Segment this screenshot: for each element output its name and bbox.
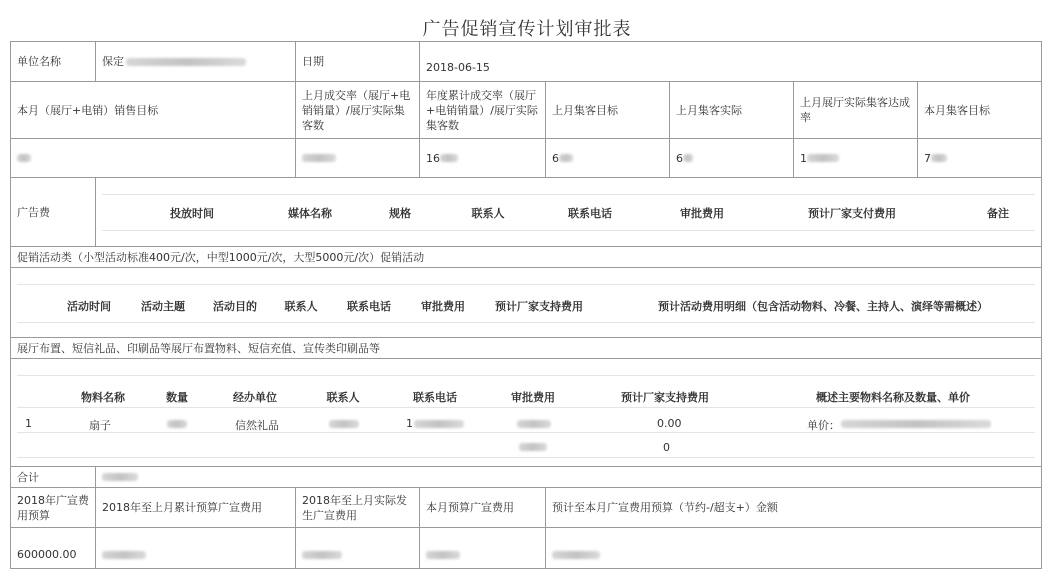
- unit-value-prefix: 保定: [102, 55, 124, 68]
- metric-label-annual-conversion: 年度累计成交率（展厅+电销销量）/展厅实际集客数: [419, 82, 545, 138]
- budget-label-cumulative-actual: 2018年至上月实际发生广宣费用: [295, 488, 419, 527]
- promo-col-approved: 审批费用: [421, 300, 465, 313]
- materials-col-handling-unit: 经办单位: [233, 391, 277, 404]
- ad-fee-col-contact: 联系人: [471, 207, 505, 220]
- header-row: [11, 42, 1041, 82]
- promo-col-phone: 联系电话: [347, 300, 391, 313]
- ad-fee-col-spec: 规格: [389, 207, 411, 220]
- metric-label-monthly-traffic-target: 本月集客目标: [917, 82, 1041, 138]
- promo-subtable: [11, 268, 1041, 338]
- redacted-contact: [329, 420, 359, 428]
- budget-value-projected-variance: [545, 528, 1041, 568]
- materials-row-index: 1: [25, 417, 32, 430]
- metric-value-last-month-traffic-actual: 6: [669, 139, 793, 177]
- promo-col-theme: 活动主题: [141, 300, 185, 313]
- materials-row-phone-prefix: 1: [406, 417, 413, 430]
- ad-fee-col-time: 投放时间: [170, 207, 214, 220]
- materials-row-price-prefix: 单价：: [807, 419, 840, 432]
- redacted-value: [807, 154, 839, 162]
- ad-fee-col-factory-payment: 预计厂家支付费用: [808, 207, 896, 220]
- metric-label-monthly-sales-target: 本月（展厅+电销）销售目标: [17, 103, 159, 117]
- metric-value-annual-conversion: 16: [419, 139, 545, 177]
- budget-value-row: [11, 528, 1041, 568]
- promo-label-row: [11, 247, 1041, 268]
- redacted-value: [302, 551, 342, 559]
- redacted-unit-name: [126, 58, 246, 66]
- metric-value-last-month-conversion: [295, 139, 419, 177]
- metric-label-last-month-traffic-actual: 上月集客实际: [669, 82, 793, 138]
- date-value: 2018-06-15: [419, 42, 1041, 81]
- metric-value-monthly-traffic-target: 7: [917, 139, 1041, 177]
- redacted-total: [102, 473, 138, 481]
- metric-value-monthly-sales-target: [11, 139, 295, 177]
- redacted-value: [552, 551, 600, 559]
- materials-col-approved: 审批费用: [511, 391, 555, 404]
- unit-value: [95, 42, 295, 81]
- metric-value-traffic-achievement-rate: 1: [793, 139, 917, 177]
- redacted-approved-fee-2: [519, 443, 547, 451]
- budget-label-monthly-budget: 本月预算广宣费用: [419, 488, 545, 527]
- metric-label-traffic-achievement-rate: 上月展厅实际集客达成率: [793, 82, 917, 138]
- metric-value-last-month-traffic-target: 6: [545, 139, 669, 177]
- ad-fee-subtable: [95, 178, 1041, 246]
- promo-col-contact: 联系人: [284, 300, 318, 313]
- metric-label-last-month-conversion: 上月成交率（展厅+电销销量）/展厅实际集客数: [295, 82, 419, 138]
- ad-fee-col-remark: 备注: [987, 207, 1009, 220]
- total-value: [95, 467, 1041, 487]
- materials-row-unit: 信然礼品: [235, 419, 279, 432]
- budget-label-cumulative-budget: 2018年至上月累计预算广宣费用: [95, 488, 295, 527]
- redacted-value: [559, 154, 573, 162]
- redacted-approved-fee: [517, 420, 551, 428]
- promo-col-time: 活动时间: [67, 300, 111, 313]
- promo-col-purpose: 活动目的: [213, 300, 257, 313]
- budget-value-cumulative-budget: [95, 528, 295, 568]
- ad-fee-section: [11, 178, 1041, 247]
- ad-fee-col-phone: 联系电话: [568, 207, 612, 220]
- ad-fee-label: 广告费: [17, 205, 50, 219]
- budget-value-cumulative-actual: [295, 528, 419, 568]
- unit-label: 单位名称: [17, 55, 61, 68]
- redacted-value: [440, 154, 458, 162]
- promo-label: 促销活动类（小型活动标准400元/次，中型1000元/次，大型5000元/次）促销活动: [17, 250, 425, 264]
- materials-col-contact: 联系人: [326, 391, 360, 404]
- promo-col-cost-details: 预计活动费用明细（包含活动物料、冷餐、主持人、演绎等需概述）: [658, 300, 988, 313]
- materials-col-name: 物料名称: [81, 391, 125, 404]
- ad-fee-col-media: 媒体名称: [288, 207, 332, 220]
- metrics-value-row: [11, 139, 1041, 178]
- materials-label: 展厅布置、短信礼品、印刷品等展厅布置物料、短信充值、宣传类印刷品等: [17, 341, 380, 355]
- metrics-label-row: [11, 82, 1041, 139]
- redacted-value: [17, 154, 31, 162]
- budget-label-projected-variance: 预计至本月广宣费用预算（节约-/超支+）金额: [545, 488, 1041, 527]
- redacted-value: [426, 551, 460, 559]
- materials-col-phone: 联系电话: [413, 391, 457, 404]
- budget-label-row: [11, 488, 1041, 528]
- promo-col-factory-support: 预计厂家支持费用: [495, 300, 583, 313]
- materials-col-factory-support: 预计厂家支持费用: [621, 391, 709, 404]
- redacted-value: [931, 154, 947, 162]
- budget-label-annual: 2018年广宣费用预算: [17, 493, 89, 522]
- materials-subtable: [11, 359, 1041, 467]
- metric-label-last-month-traffic-target: 上月集客目标: [545, 82, 669, 138]
- total-row: [11, 467, 1041, 488]
- redacted-phone: [414, 420, 464, 428]
- budget-value-annual: 600000.00: [17, 548, 77, 561]
- redacted-value: [102, 551, 146, 559]
- ad-fee-col-approved: 审批费用: [680, 207, 724, 220]
- materials-row-name: 扇子: [89, 419, 111, 432]
- redacted-price-details: [841, 420, 991, 428]
- materials-label-row: [11, 338, 1041, 359]
- page-title: 广告促销宣传计划审批表: [422, 19, 632, 40]
- materials-col-quantity: 数量: [166, 391, 188, 404]
- redacted-quantity: [167, 420, 187, 428]
- total-label: 合计: [17, 470, 39, 484]
- materials-col-summary: 概述主要物料名称及数量、单价: [816, 391, 970, 404]
- materials-row-factory-support: 0.00: [657, 417, 682, 430]
- budget-value-monthly-budget: [419, 528, 545, 568]
- redacted-value: [683, 154, 693, 162]
- approval-form-table: [10, 41, 1042, 569]
- redacted-value: [302, 154, 336, 162]
- date-label: 日期: [295, 42, 419, 81]
- materials-second-line-support: 0: [663, 441, 670, 454]
